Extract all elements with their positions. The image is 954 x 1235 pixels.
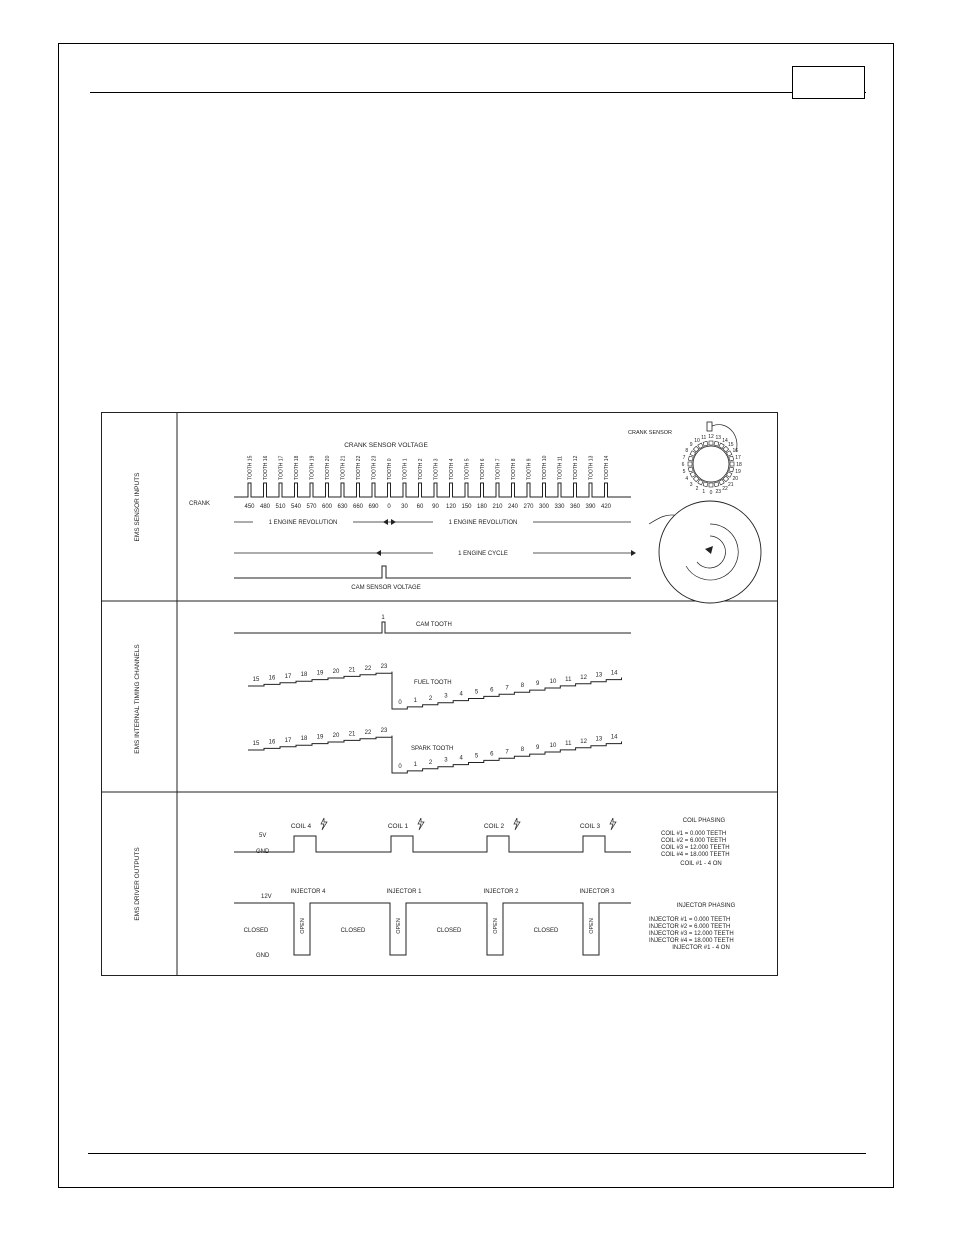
spark-tooth-number: 3 xyxy=(444,757,448,764)
spark-tooth-number: 5 xyxy=(474,753,479,760)
crank-tooth-label: TOOTH 17 xyxy=(278,455,285,480)
crank-angle-label: 570 xyxy=(306,504,317,510)
header-rule xyxy=(90,92,866,93)
fuel-tooth-number: 6 xyxy=(490,687,494,694)
crank-angle-label: 660 xyxy=(352,504,364,510)
crank-wheel-tooth xyxy=(729,456,734,461)
coil-level-high: 5V xyxy=(259,833,267,839)
crank-tooth-label: TOOTH 15 xyxy=(247,455,254,480)
crank-wheel-tooth xyxy=(688,467,693,472)
crank-angle-label: 480 xyxy=(259,504,271,510)
fuel-tooth-number: 19 xyxy=(316,670,324,677)
crank-wheel-tooth xyxy=(709,483,713,487)
crank-angle-label: 450 xyxy=(244,504,255,510)
fuel-tooth-number: 15 xyxy=(252,677,260,683)
crank-tooth-label: TOOTH 14 xyxy=(604,455,610,480)
crank-wheel-tooth xyxy=(714,482,719,487)
fuel-tooth-number: 18 xyxy=(300,672,308,679)
fuel-tooth-number: 7 xyxy=(505,685,509,692)
crank-angle-label: 180 xyxy=(476,504,488,510)
fuel-tooth-number: 17 xyxy=(284,673,292,680)
coil-label: COIL 3 xyxy=(579,823,601,830)
injector-closed-label: CLOSED xyxy=(340,928,366,934)
section-label-internal: EMS INTERNAL TIMING CHANNELS xyxy=(134,644,141,754)
injector-phasing-title: INJECTOR PHASING xyxy=(676,903,736,909)
crank-angle-label: 270 xyxy=(523,504,534,510)
crank-tooth-label: TOOTH 8 xyxy=(511,458,517,480)
spark-tooth-number: 14 xyxy=(610,734,618,741)
crank-wheel-number: 3 xyxy=(689,481,693,488)
crank-angle-label: 540 xyxy=(290,504,302,510)
crank-wheel-number: 0 xyxy=(709,490,713,496)
crank-wheel-number: 14 xyxy=(722,437,728,444)
crank-wheel-number: 19 xyxy=(735,469,741,476)
fuel-tooth-number: 5 xyxy=(474,689,479,696)
fuel-tooth-number: 22 xyxy=(364,665,372,672)
crank-wheel-tooth xyxy=(688,456,693,461)
crank-wheel-number: 10 xyxy=(694,437,700,444)
crank-tooth-label: TOOTH 13 xyxy=(588,455,595,480)
crank-tooth-label: TOOTH 12 xyxy=(573,455,579,480)
revolution-label-1: 1 ENGINE REVOLUTION xyxy=(268,520,338,526)
timing-diagram xyxy=(101,412,778,977)
fuel-tooth-number: 9 xyxy=(536,681,540,688)
crank-angle-label: 690 xyxy=(368,504,379,510)
fuel-tooth-number: 14 xyxy=(610,670,618,677)
crank-tooth-label: TOOTH 7 xyxy=(495,458,502,480)
crank-wheel-number: 5 xyxy=(682,469,686,476)
crank-wheel-number: 6 xyxy=(681,462,685,468)
crank-angle-label: 600 xyxy=(321,504,333,510)
crank-angle-label: 240 xyxy=(507,504,519,510)
crank-tooth-label: TOOTH 20 xyxy=(325,455,331,480)
injector-open-label: OPEN xyxy=(493,918,499,934)
fuel-tooth-number: 2 xyxy=(428,695,433,702)
injector-open-label: OPEN xyxy=(396,918,402,934)
crank-tooth-label: TOOTH 18 xyxy=(294,455,300,480)
coil-label: COIL 4 xyxy=(290,823,312,830)
crank-wheel-tooth xyxy=(709,441,713,445)
crank-angle-label: 210 xyxy=(492,504,503,510)
spark-tooth-number: 4 xyxy=(459,755,463,762)
cam-sensor-title: CAM SENSOR VOLTAGE xyxy=(351,585,421,591)
injector-phasing-note: INJECTOR #1 - 4 ON xyxy=(672,945,730,951)
fuel-tooth-number: 23 xyxy=(380,664,388,671)
injector-level-low: GND xyxy=(256,953,270,959)
spark-tooth-number: 2 xyxy=(428,759,433,766)
fuel-tooth-number: 16 xyxy=(268,675,276,682)
crank-angle-label: 60 xyxy=(416,504,424,510)
footer-rule xyxy=(88,1153,866,1154)
crank-angle-label: 510 xyxy=(275,504,286,510)
injector-label: INJECTOR 1 xyxy=(386,889,422,895)
coil-phasing-note: COIL #1 - 4 ON xyxy=(680,861,722,867)
spark-tooth-number: 8 xyxy=(520,747,525,754)
crank-wheel-number: 1 xyxy=(702,489,706,496)
coil-phasing-2: COIL #2 = 6.000 TEETH xyxy=(661,838,727,844)
crank-wheel-number: 4 xyxy=(685,476,689,482)
spark-tooth-number: 17 xyxy=(284,737,292,744)
crank-wheel-number: 16 xyxy=(732,448,739,454)
crank-angle-label: 420 xyxy=(600,504,612,510)
crank-wheel-number: 18 xyxy=(736,462,742,468)
crank-tooth-label: TOOTH 21 xyxy=(340,455,347,480)
crank-angle-label: 90 xyxy=(432,504,439,510)
spark-tooth-number: 10 xyxy=(549,743,557,749)
injector-closed-label: CLOSED xyxy=(243,928,269,934)
crank-tooth-label: TOOTH 10 xyxy=(542,455,548,480)
coil-phasing-title: COIL PHASING xyxy=(682,818,726,824)
crank-tooth-label: TOOTH 22 xyxy=(356,455,362,480)
fuel-tooth-number: 10 xyxy=(549,679,557,685)
fuel-tooth-number: 0 xyxy=(398,700,402,706)
spark-tooth-label: SPARK TOOTH xyxy=(411,746,454,752)
crank-wheel-number: 7 xyxy=(682,454,686,461)
coil-phasing-4: COIL #4 = 18.000 TEETH xyxy=(661,852,730,858)
crank-angle-label: 150 xyxy=(461,504,472,510)
spark-tooth-number: 23 xyxy=(380,728,388,735)
crank-wheel-tooth xyxy=(688,462,692,466)
crank-angle-label: 300 xyxy=(538,504,550,510)
spark-tooth-number: 19 xyxy=(316,734,324,741)
crank-label: CRANK xyxy=(189,501,211,507)
engine-cycle-label: 1 ENGINE CYCLE xyxy=(458,551,508,557)
crank-wheel-number: 23 xyxy=(715,489,722,496)
injector-label: INJECTOR 4 xyxy=(290,889,326,895)
fuel-tooth-number: 20 xyxy=(332,669,340,675)
spark-tooth-number: 20 xyxy=(332,733,340,739)
fuel-tooth-number: 12 xyxy=(580,674,587,681)
spark-tooth-number: 11 xyxy=(565,740,572,747)
spark-tooth-number: 9 xyxy=(536,745,540,752)
spark-tooth-number: 15 xyxy=(252,741,260,747)
cam-tooth-number: 1 xyxy=(381,615,385,621)
coil-label: COIL 2 xyxy=(483,823,505,830)
injector-closed-label: CLOSED xyxy=(436,928,462,934)
crank-wheel-number: 17 xyxy=(735,454,741,461)
fuel-tooth-number: 13 xyxy=(595,672,603,679)
crank-tooth-label: TOOTH 6 xyxy=(480,458,486,480)
fuel-tooth-number: 4 xyxy=(459,691,463,698)
crank-wheel-number: 15 xyxy=(728,442,734,449)
timing-diagram-figure xyxy=(101,412,778,977)
crank-tooth-label: TOOTH 1 xyxy=(402,458,409,480)
spark-tooth-number: 16 xyxy=(268,739,276,746)
crank-wheel-tooth xyxy=(703,441,708,446)
crank-angle-label: 120 xyxy=(445,504,457,510)
crank-tooth-label: TOOTH 4 xyxy=(449,458,455,480)
crank-wheel-number: 21 xyxy=(728,481,734,488)
spark-tooth-number: 12 xyxy=(580,738,587,745)
crank-wheel-number: 9 xyxy=(689,442,693,449)
crank-tooth-label: TOOTH 5 xyxy=(464,458,471,480)
crank-tooth-label: TOOTH 9 xyxy=(526,458,533,480)
cam-tooth-label: CAM TOOTH xyxy=(416,622,452,628)
crank-tooth-label: TOOTH 11 xyxy=(557,456,564,480)
crank-tooth-label: TOOTH 2 xyxy=(418,458,424,480)
coil-phasing-1: COIL #1 = 0.000 TEETH xyxy=(661,831,727,837)
injector-label: INJECTOR 2 xyxy=(483,889,519,895)
spark-tooth-number: 1 xyxy=(413,761,417,768)
crank-angle-label: 330 xyxy=(554,504,565,510)
spark-tooth-number: 22 xyxy=(364,729,372,736)
section-label-outputs: EMS DRIVER OUTPUTS xyxy=(134,847,141,921)
injector-phasing-3: INJECTOR #3 = 12.000 TEETH xyxy=(649,931,734,937)
injector-phasing-1: INJECTOR #1 = 0.000 TEETH xyxy=(649,917,731,923)
crank-wheel-tooth xyxy=(730,462,734,466)
fuel-tooth-number: 8 xyxy=(520,683,525,690)
injector-open-label: OPEN xyxy=(589,918,595,934)
fuel-tooth-number: 11 xyxy=(565,676,572,683)
injector-phasing-2: INJECTOR #2 = 6.000 TEETH xyxy=(649,924,731,930)
crank-wheel-number: 13 xyxy=(715,434,722,441)
crank-sensor-body xyxy=(707,422,712,431)
spark-tooth-number: 18 xyxy=(300,736,308,743)
crank-wheel-number: 22 xyxy=(722,486,728,493)
injector-label: INJECTOR 3 xyxy=(579,889,615,895)
crank-sensor-label: CRANK SENSOR xyxy=(628,430,673,436)
coil-label: COIL 1 xyxy=(387,823,409,830)
crank-wheel-number: 20 xyxy=(732,476,739,482)
injector-phasing-4: INJECTOR #4 = 18.000 TEETH xyxy=(649,938,734,944)
page-number-box xyxy=(792,66,865,99)
section-label-inputs: EMS SENSOR INPUTS xyxy=(134,472,141,542)
revolution-label-2: 1 ENGINE REVOLUTION xyxy=(448,520,518,526)
crank-wheel-tooth xyxy=(714,441,719,446)
crank-angle-label: 390 xyxy=(585,504,596,510)
crank-angle-label: 30 xyxy=(401,504,408,510)
crank-angle-label: 360 xyxy=(569,504,581,510)
crank-wheel-number: 2 xyxy=(695,486,699,493)
spark-tooth-number: 0 xyxy=(398,764,402,770)
spark-tooth-number: 21 xyxy=(348,731,356,738)
injector-level-high: 12V xyxy=(261,894,272,900)
crank-tooth-label: TOOTH 19 xyxy=(309,455,316,480)
crank-angle-label: 630 xyxy=(337,504,348,510)
spark-tooth-number: 13 xyxy=(595,736,603,743)
crank-wheel-tooth xyxy=(703,482,708,487)
crank-sensor-title: CRANK SENSOR VOLTAGE xyxy=(344,442,428,449)
spark-tooth-number: 7 xyxy=(505,749,509,756)
fuel-tooth-number: 21 xyxy=(348,667,356,674)
injector-open-label: OPEN xyxy=(300,918,306,934)
fuel-tooth-number: 3 xyxy=(444,693,448,700)
crank-wheel-number: 11 xyxy=(701,434,707,441)
crank-tooth-label: TOOTH 23 xyxy=(371,455,378,480)
injector-closed-label: CLOSED xyxy=(533,928,559,934)
coil-phasing-3: COIL #3 = 12.000 TEETH xyxy=(661,845,730,851)
crank-trigger-wheel xyxy=(693,446,729,482)
crank-tooth-label: TOOTH 3 xyxy=(433,458,440,480)
fuel-tooth-number: 1 xyxy=(413,697,417,704)
crank-wheel-number: 8 xyxy=(685,448,689,454)
crank-tooth-label: TOOTH 0 xyxy=(387,458,393,480)
crank-angle-label: 0 xyxy=(387,504,391,510)
crank-wheel-number: 12 xyxy=(708,434,714,440)
spark-tooth-number: 6 xyxy=(490,751,494,758)
fuel-tooth-label: FUEL TOOTH xyxy=(414,680,452,686)
coil-level-low: GND xyxy=(256,849,270,855)
crank-tooth-label: TOOTH 16 xyxy=(263,455,269,480)
crank-wheel-tooth xyxy=(729,467,734,472)
